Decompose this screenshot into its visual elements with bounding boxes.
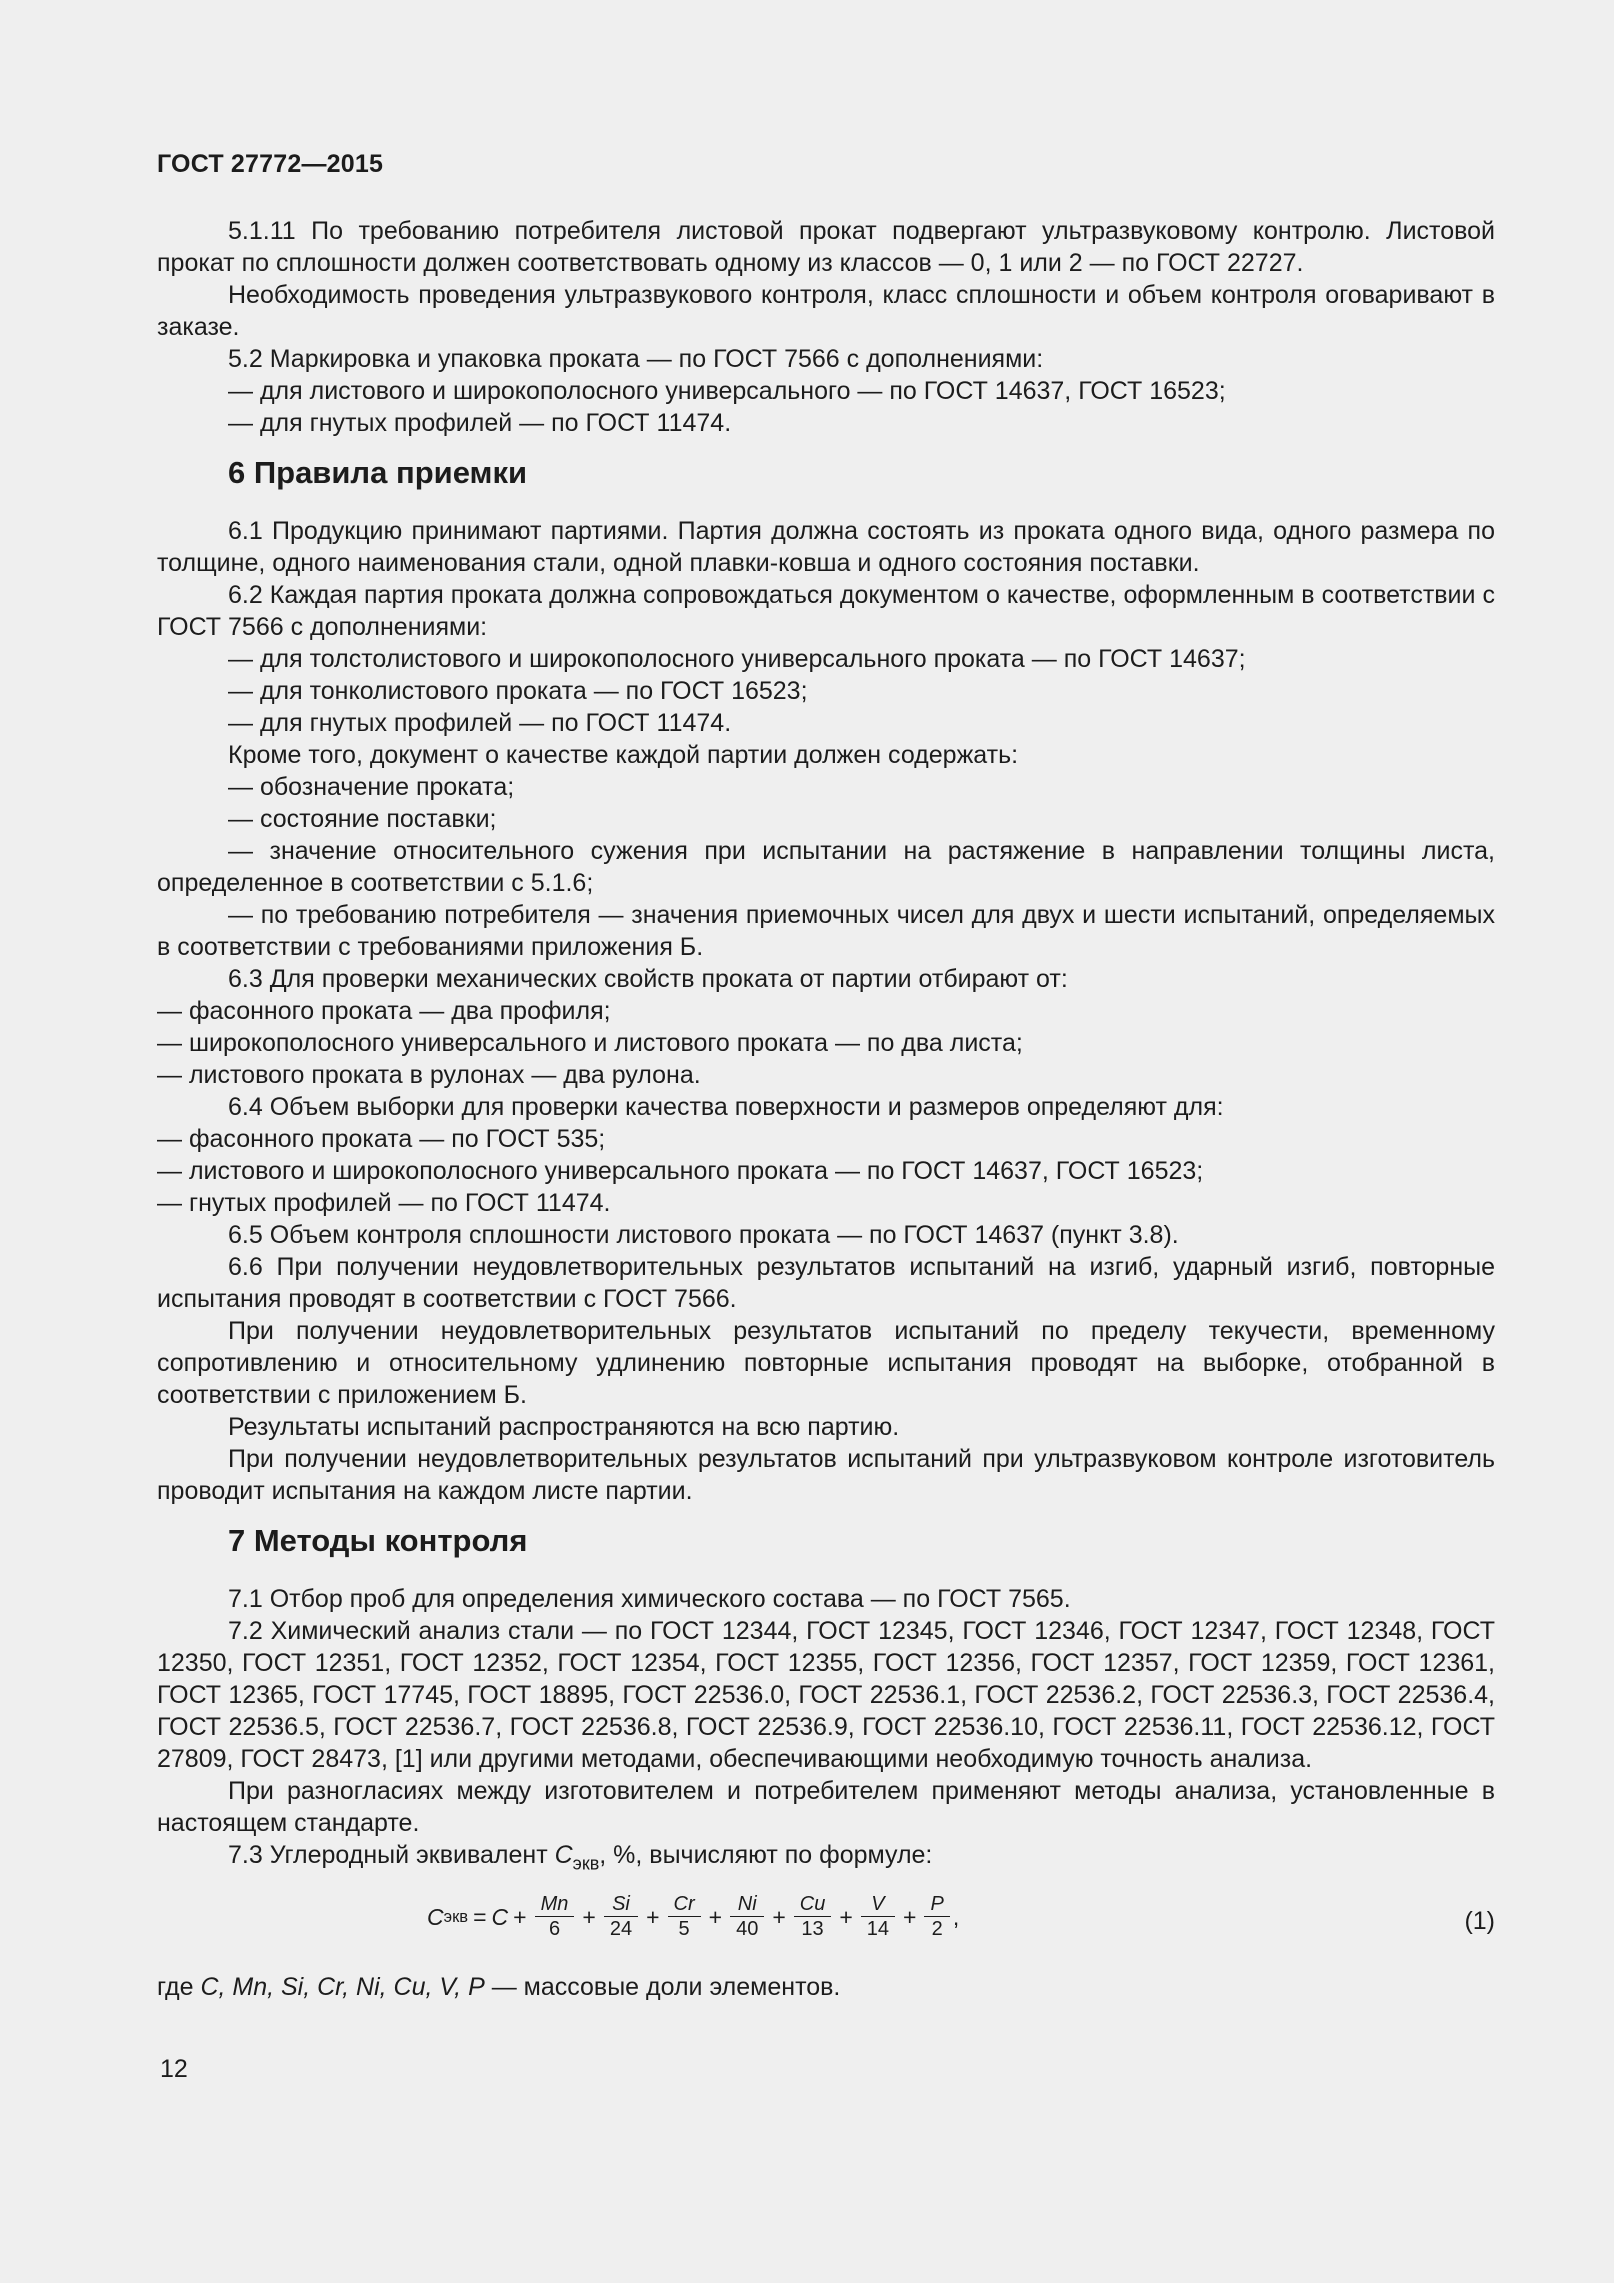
- formula-comma: ,: [952, 1903, 960, 1930]
- formula-lhs-sub: экв: [443, 1906, 469, 1926]
- formula-fraction: [668, 1893, 701, 1940]
- formula-plus: +: [582, 1903, 596, 1930]
- list-item: — по требованию потребителя — значения приемочных чисел для двух и шести испытаний, определяемых в соответствии с требованиями приложения Б.: [157, 901, 1495, 961]
- list-item: — значение относительного сужения при испытании на растяжение в направлении толщины листа, определенное в соответствии с 5.1.6;: [157, 837, 1495, 897]
- page-number: 12: [160, 2055, 188, 2083]
- p73-var: С: [554, 1841, 573, 1869]
- list-item: — фасонного проката — два профиля;: [157, 997, 611, 1025]
- formula-plus: +: [708, 1903, 723, 1930]
- list-item: — для толстолистового и широкополосного универсального проката — по ГОСТ 14637;: [228, 645, 1246, 673]
- paragraph-document-contents: Кроме того, документ о качестве каждой партии должен содержать:: [228, 741, 1019, 769]
- document-code-header: ГОСТ 27772—2015: [157, 150, 384, 178]
- formula-where-clause: [157, 1971, 1495, 2003]
- fraction-numerator: Cu: [799, 1893, 826, 1916]
- fraction-bar: [604, 1916, 638, 1917]
- paragraph-6-1: 6.1 Продукцию принимают партиями. Партия должна состоять из проката одного вида, одного размера по толщине, одного наименования стали, одной плавки-ковша и одного состояния поставки.: [157, 517, 1495, 577]
- paragraph-results-scope: Результаты испытаний распространяются на всю партию.: [228, 1413, 900, 1441]
- fraction-numerator: V: [871, 1893, 885, 1916]
- paragraph-6-2: 6.2 Каждая партия проката должна сопровождаться документом о качестве, оформленным в соответствии с ГОСТ 7566 с дополнениями:: [157, 581, 1495, 641]
- p73-suffix: , %, вычисляют по формуле:: [599, 1841, 933, 1869]
- fraction-bar: [730, 1916, 764, 1917]
- list-item: — для гнутых профилей — по ГОСТ 11474.: [228, 409, 732, 437]
- where-variables: C, Mn, Si, Cr, Ni, Cu, V, P: [200, 1973, 485, 2002]
- paragraph-5-2: 5.2 Маркировка и упаковка проката — по ГОСТ 7566 с дополнениями:: [228, 345, 1044, 373]
- paragraph-ultrasonic-retest: При получении неудовлетворительных результатов испытаний при ультразвуковом контроле изготовитель проводит испытания на каждом листе партии.: [157, 1445, 1495, 1505]
- fraction-numerator: Mn: [540, 1893, 569, 1916]
- paragraph-disagreements: При разногласиях между изготовителем и потребителем применяют методы анализа, установленные в настоящем стандарте.: [157, 1777, 1495, 1837]
- paragraph-ultrasonic-note: Необходимость проведения ультразвукового контроля, класс сплошности и объем контроля оговаривают в заказе.: [157, 281, 1495, 341]
- carbon-equivalent-formula: [427, 1893, 959, 1940]
- where-prefix: где: [157, 1973, 201, 2002]
- formula-c-term: С: [491, 1903, 509, 1930]
- fraction-bar: [794, 1916, 832, 1917]
- paragraph-7-2: 7.2 Химический анализ стали — по ГОСТ 12344, ГОСТ 12345, ГОСТ 12346, ГОСТ 12347, ГОСТ 12348, ГОСТ 12350, ГОСТ 12351, ГОСТ 12352, ГОСТ 12354, ГОСТ 12355, ГОСТ 12356, ГОСТ 12357, ГОСТ 12359, ГОСТ 12361, ГОСТ 12365, ГОСТ 17745, ГОСТ 18895, ГОСТ 22536.0, ГОСТ 22536.1, ГОСТ 22536.2, ГОСТ 22536.3, ГОСТ 22536.4, ГОСТ 22536.5, ГОСТ 22536.7, ГОСТ 22536.8, ГОСТ 22536.9, ГОСТ 22536.10, ГОСТ 22536.11, ГОСТ 22536.12, ГОСТ 27809, ГОСТ 28473, [1] или другими методами, обеспечивающими необходимую точность анализа.: [157, 1617, 1495, 1773]
- list-item: — листового и широкополосного универсального проката — по ГОСТ 14637, ГОСТ 16523;: [157, 1157, 1204, 1185]
- fraction-numerator: P: [930, 1893, 944, 1916]
- where-suffix: — массовые доли элементов.: [484, 1973, 841, 2002]
- paragraph-6-6: 6.6 При получении неудовлетворительных результатов испытаний на изгиб, ударный изгиб, повторные испытания проводят в соответствии с ГОСТ 7566.: [157, 1253, 1495, 1313]
- list-item: — обозначение проката;: [228, 773, 515, 801]
- fraction-denominator: 13: [801, 1918, 824, 1941]
- formula-fraction: [535, 1893, 575, 1940]
- list-item: — для листового и широкополосного универсального — по ГОСТ 14637, ГОСТ 16523;: [228, 377, 1226, 405]
- formula-fraction: [604, 1893, 638, 1940]
- fraction-denominator: 2: [931, 1918, 943, 1941]
- paragraph-7-1: 7.1 Отбор проб для определения химического состава — по ГОСТ 7565.: [228, 1585, 1071, 1613]
- list-item: — фасонного проката — по ГОСТ 535;: [157, 1125, 606, 1153]
- paragraph-6-5: 6.5 Объем контроля сплошности листового проката — по ГОСТ 14637 (пункт 3.8).: [228, 1221, 1179, 1249]
- fraction-numerator: Cr: [673, 1893, 695, 1916]
- equation-number: (1): [1464, 1907, 1495, 1936]
- fraction-denominator: 14: [866, 1918, 890, 1941]
- p73-prefix: 7.3 Углеродный эквивалент: [228, 1841, 555, 1869]
- formula-fraction: [924, 1893, 949, 1940]
- p73-sub: экв: [572, 1853, 600, 1874]
- formula-fraction: [861, 1893, 895, 1940]
- fraction-bar: [861, 1916, 895, 1917]
- list-item: — гнутых профилей — по ГОСТ 11474.: [157, 1189, 611, 1217]
- formula-equals: =: [473, 1903, 487, 1930]
- paragraph-6-3: 6.3 Для проверки механических свойств проката от партии отбирают от:: [228, 965, 1068, 993]
- formula-1: [157, 1889, 1495, 1951]
- fraction-numerator: Si: [612, 1893, 630, 1916]
- fraction-denominator: 40: [736, 1918, 759, 1941]
- formula-fraction: [730, 1893, 764, 1940]
- paragraph-6-4: 6.4 Объем выборки для проверки качества поверхности и размеров определяют для:: [228, 1093, 1224, 1121]
- formula-plus: +: [646, 1903, 660, 1930]
- section-7-heading: 7 Методы контроля: [228, 1523, 528, 1558]
- fraction-bar: [535, 1916, 575, 1917]
- fraction-bar: [668, 1916, 701, 1917]
- paragraph-5-1-11: 5.1.11 По требованию потребителя листовой прокат подвергают ультразвуковому контролю. Листовой прокат по сплошности должен соответствовать одному из классов — 0, 1 или 2 — по ГОСТ 22727.: [157, 217, 1495, 277]
- fraction-denominator: 6: [548, 1918, 561, 1941]
- fraction-numerator: Ni: [737, 1893, 757, 1916]
- formula-plus: +: [772, 1903, 786, 1930]
- formula-lhs-var: С: [427, 1903, 444, 1930]
- formula-plus: +: [513, 1903, 527, 1930]
- paragraph-7-3: [157, 1839, 1495, 1879]
- document-body: [157, 215, 1495, 2003]
- fraction-denominator: 5: [678, 1918, 690, 1941]
- section-6-heading: 6 Правила приемки: [228, 455, 528, 490]
- formula-plus: +: [839, 1903, 853, 1930]
- list-item: — состояние поставки;: [228, 805, 497, 833]
- list-item: — листового проката в рулонах — два рулона.: [157, 1061, 701, 1089]
- fraction-denominator: 24: [609, 1918, 633, 1941]
- paragraph-retest-yield: При получении неудовлетворительных результатов испытаний по пределу текучести, временному сопротивлению и относительному удлинению повторные испытания проводят на выборке, отобранной в соответствии с приложением Б.: [157, 1317, 1495, 1409]
- list-item: — широкополосного универсального и листового проката — по два листа;: [157, 1029, 1023, 1057]
- formula-plus: +: [903, 1903, 917, 1930]
- fraction-bar: [924, 1916, 949, 1917]
- list-item: — для тонколистового проката — по ГОСТ 16523;: [228, 677, 808, 705]
- list-item: — для гнутых профилей — по ГОСТ 11474.: [228, 709, 732, 737]
- formula-fraction: [794, 1893, 832, 1940]
